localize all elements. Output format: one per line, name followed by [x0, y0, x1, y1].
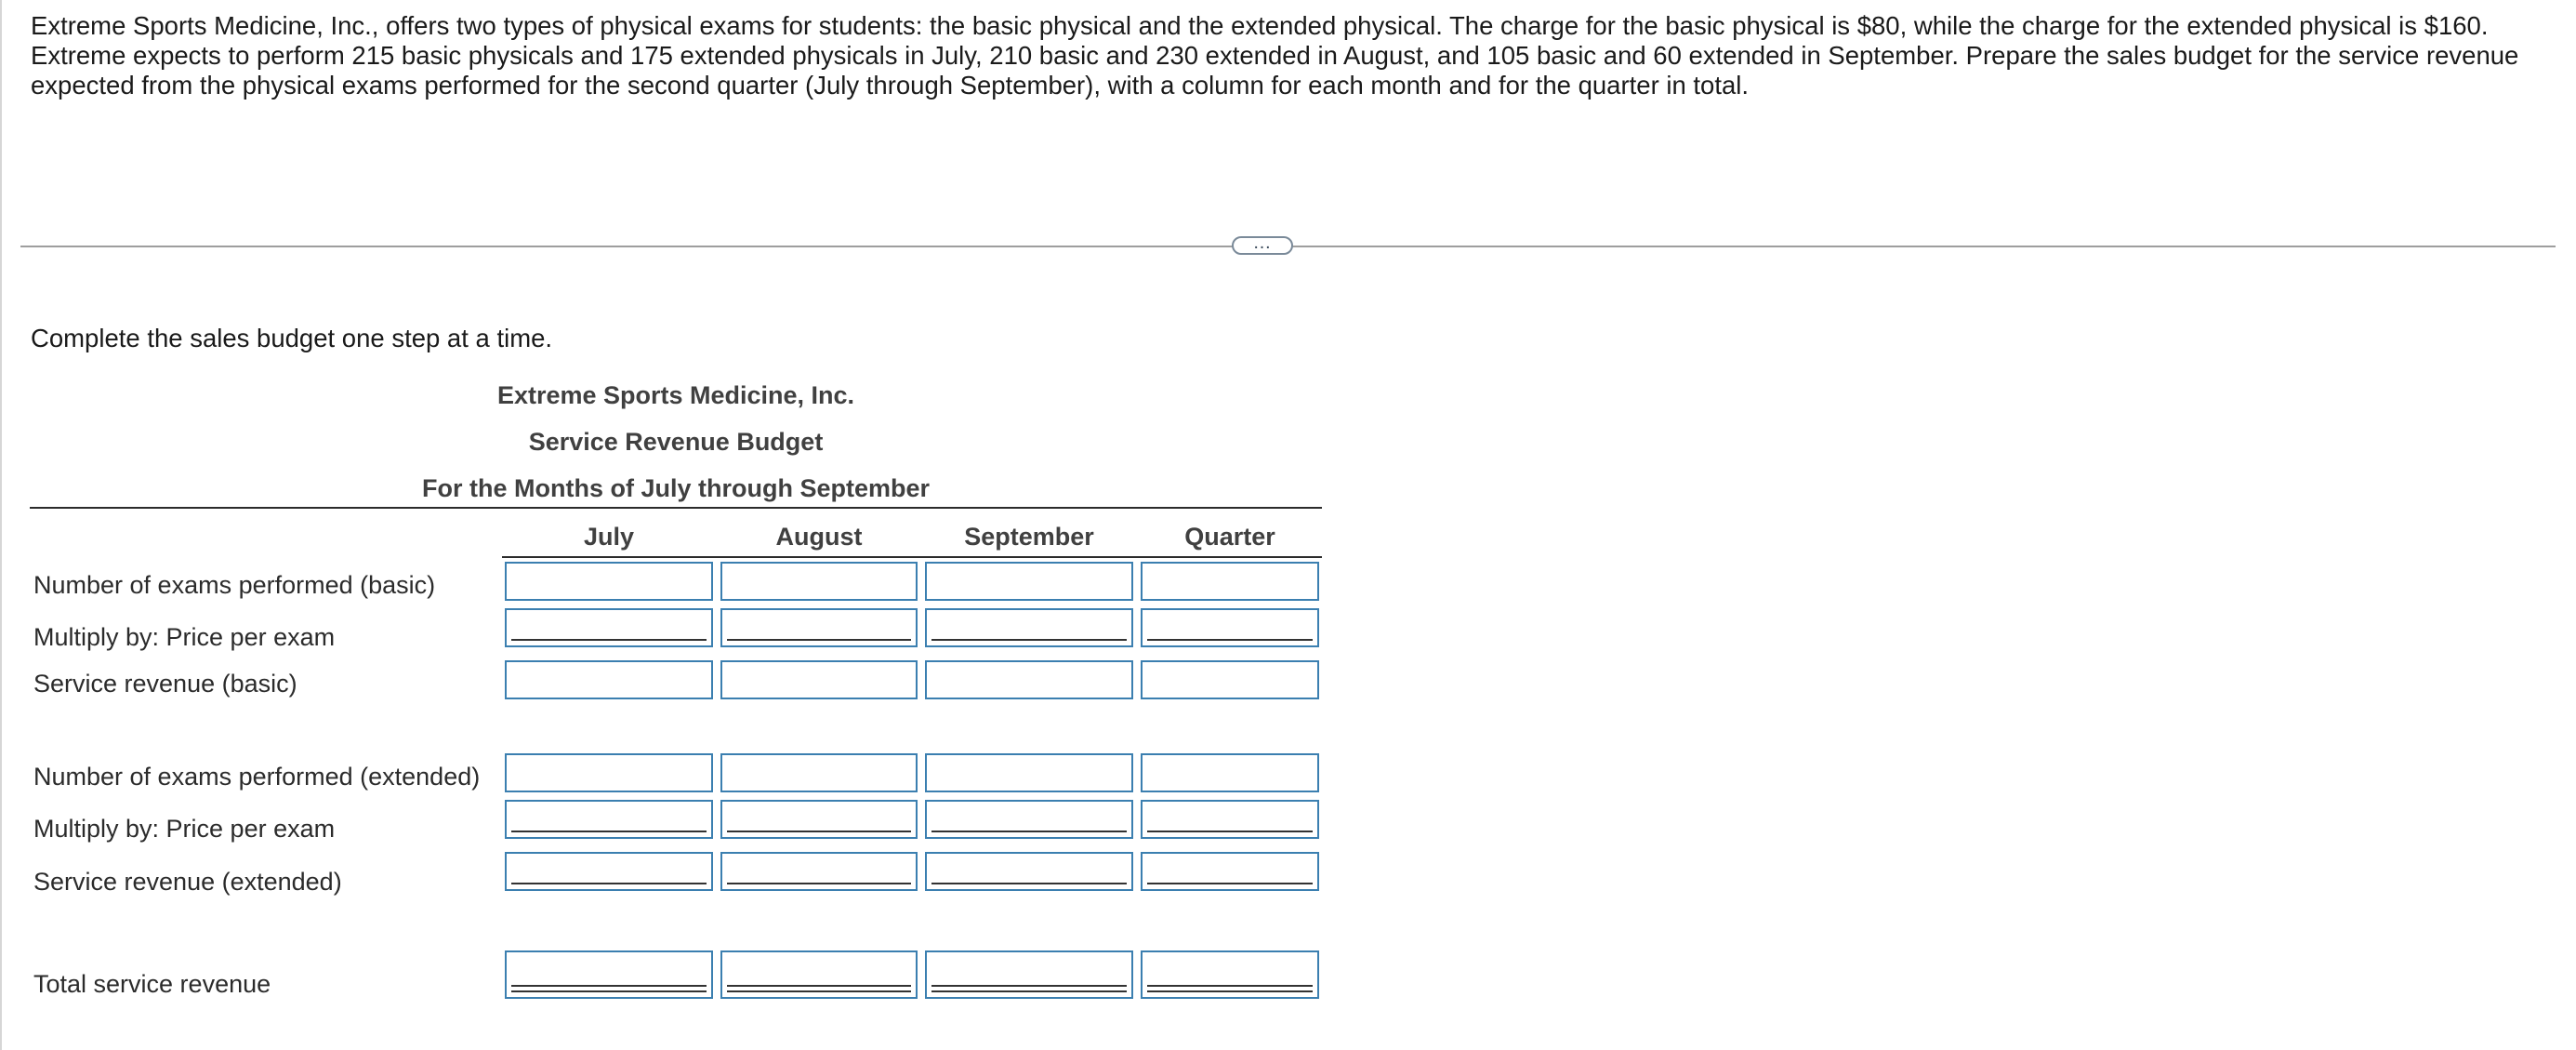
row-label-extended-price: Multiply by: Price per exam	[33, 815, 336, 843]
row-label-basic-price: Multiply by: Price per exam	[33, 623, 336, 651]
instruction-text: Complete the sales budget one step at a time.	[31, 324, 553, 352]
input-extended-revenue-quarter[interactable]	[1141, 852, 1319, 891]
row-label-extended-revenue: Service revenue (extended)	[33, 868, 342, 896]
input-basic-price-september[interactable]	[925, 608, 1133, 647]
problem-statement: Extreme Sports Medicine, Inc., offers two types of physical exams for students: the basic physical and the extended physical. The charge for the basic physical is $80, while the charge for the extended physical is $160. Extreme expects to perform 215 basic physicals and 175 extended physicals in July, 210 basic and 230 extended in August, and 105 basic and 60 extended in September. Prepare the sales budget for the service revenue expected from the physical exams performed for the second quarter (July through September), with a column for each month and for the quarter in total.	[31, 11, 2519, 100]
input-extended-price-august[interactable]	[720, 800, 918, 839]
input-basic-exams-august[interactable]	[720, 562, 918, 601]
header-rule	[30, 507, 1322, 509]
input-extended-price-july[interactable]	[505, 800, 713, 839]
column-header-quarter: Quarter	[1184, 523, 1275, 551]
column-header-september: September	[964, 523, 1094, 551]
input-extended-revenue-july[interactable]	[505, 852, 713, 891]
input-total-revenue-september[interactable]	[925, 950, 1133, 999]
input-extended-price-quarter[interactable]	[1141, 800, 1319, 839]
input-basic-revenue-quarter[interactable]	[1141, 660, 1319, 699]
expand-more-button[interactable]: …	[1232, 236, 1293, 255]
input-basic-exams-july[interactable]	[505, 562, 713, 601]
input-extended-revenue-september[interactable]	[925, 852, 1133, 891]
row-label-total-revenue: Total service revenue	[33, 970, 271, 998]
budget-period: For the Months of July through September	[422, 474, 930, 502]
input-basic-price-august[interactable]	[720, 608, 918, 647]
input-extended-exams-september[interactable]	[925, 753, 1133, 792]
input-basic-revenue-july[interactable]	[505, 660, 713, 699]
input-basic-price-july[interactable]	[505, 608, 713, 647]
input-basic-price-quarter[interactable]	[1141, 608, 1319, 647]
input-basic-exams-september[interactable]	[925, 562, 1133, 601]
column-header-rule	[502, 556, 1322, 558]
left-border	[0, 0, 2, 1050]
input-basic-revenue-september[interactable]	[925, 660, 1133, 699]
row-label-basic-exams: Number of exams performed (basic)	[33, 571, 436, 599]
row-label-extended-exams: Number of exams performed (extended)	[33, 763, 481, 791]
input-extended-exams-quarter[interactable]	[1141, 753, 1319, 792]
input-total-revenue-august[interactable]	[720, 950, 918, 999]
column-header-july: July	[583, 523, 635, 551]
input-extended-revenue-august[interactable]	[720, 852, 918, 891]
company-name: Extreme Sports Medicine, Inc.	[496, 381, 855, 409]
input-total-revenue-july[interactable]	[505, 950, 713, 999]
input-extended-exams-august[interactable]	[720, 753, 918, 792]
row-label-basic-revenue: Service revenue (basic)	[33, 670, 297, 698]
budget-title: Service Revenue Budget	[528, 428, 824, 456]
input-total-revenue-quarter[interactable]	[1141, 950, 1319, 999]
input-basic-exams-quarter[interactable]	[1141, 562, 1319, 601]
input-extended-exams-july[interactable]	[505, 753, 713, 792]
column-header-august: August	[775, 523, 863, 551]
input-basic-revenue-august[interactable]	[720, 660, 918, 699]
input-extended-price-september[interactable]	[925, 800, 1133, 839]
